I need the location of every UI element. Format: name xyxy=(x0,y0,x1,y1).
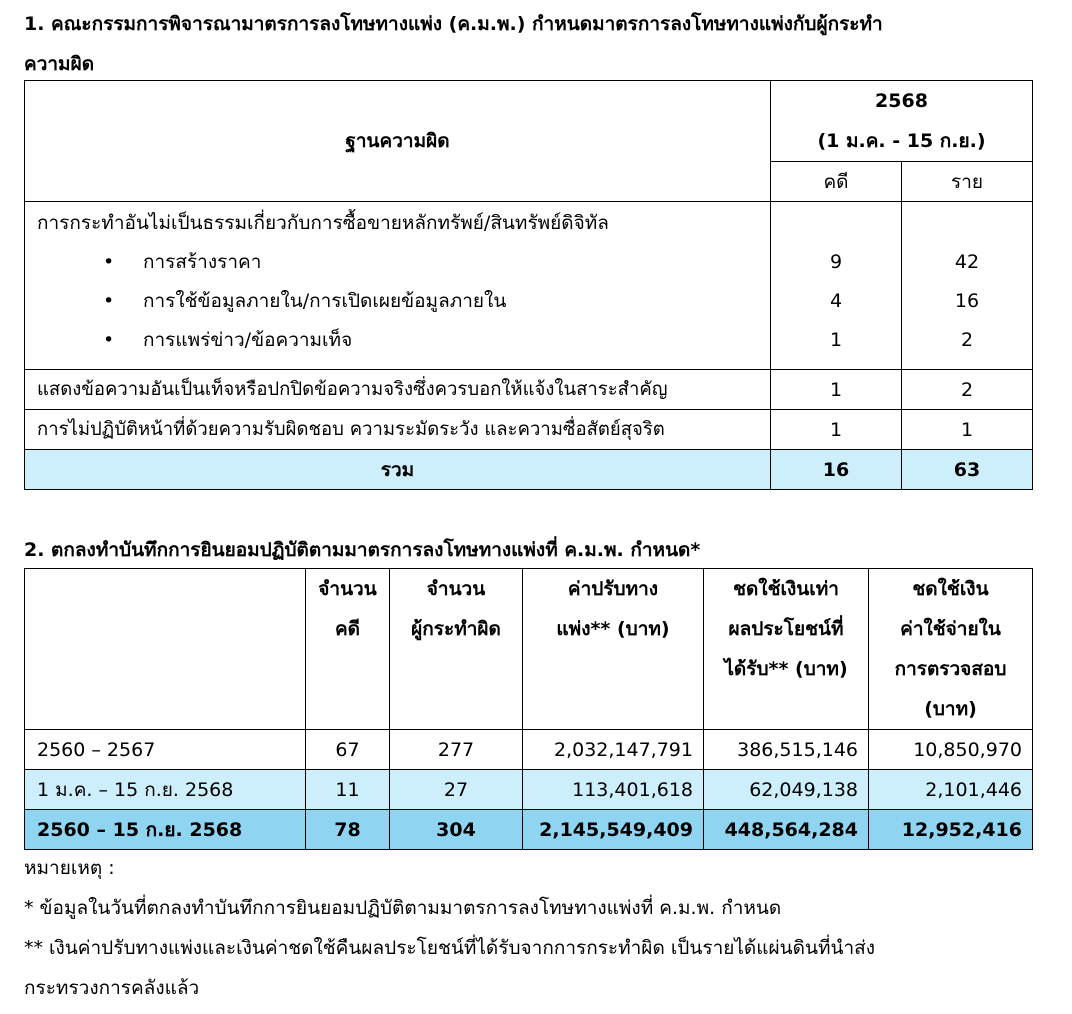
row-offenders: 277 xyxy=(390,730,523,770)
row-cases: 67 xyxy=(306,730,390,770)
item-label: การแพร่ข่าว/ข้อความเท็จ xyxy=(143,329,353,351)
bullet: • xyxy=(103,251,115,273)
row-period: 2560 – 15 ก.ย. 2568 xyxy=(25,810,306,850)
period-label: (1 ม.ค. - 15 ก.ย.) xyxy=(817,130,986,152)
row-benefit: 386,515,146 xyxy=(704,730,869,770)
section1-heading xyxy=(24,4,883,84)
row-period: 1 ม.ค. – 15 ก.ย. 2568 xyxy=(25,770,306,810)
total-cases: 16 xyxy=(771,450,902,490)
header-line: ชดใช้เงิน xyxy=(912,578,989,600)
total-persons: 63 xyxy=(902,450,1033,490)
row-label: การไม่ปฏิบัติหน้าที่ด้วยความรับผิดชอบ ความระมัดระวัง และความซื่อสัตย์สุจริต xyxy=(25,410,771,450)
cases-column-header: คดี xyxy=(771,162,902,202)
total-label: รวม xyxy=(25,450,771,490)
item-cases: 1 xyxy=(829,329,843,351)
settlement-table xyxy=(24,568,1033,850)
row-offenders: 304 xyxy=(390,810,523,850)
header-line: ค่าปรับทาง xyxy=(567,578,659,600)
header-line: แพ่ง** (บาท) xyxy=(556,618,670,640)
header-line: ชดใช้เงินเท่า xyxy=(733,578,839,600)
item-persons: 42 xyxy=(954,251,980,273)
list-item xyxy=(37,282,770,321)
item-persons: 16 xyxy=(954,290,980,312)
group-persons-cell xyxy=(902,202,1033,370)
period-column-header xyxy=(25,569,306,730)
section1-heading-line2: ความผิด xyxy=(24,53,95,75)
notes xyxy=(24,848,875,1008)
header-line: จำนวน xyxy=(426,578,486,600)
bullet: • xyxy=(103,329,115,351)
row-cases: 78 xyxy=(306,810,390,850)
group-cell xyxy=(25,202,771,370)
row-fine: 2,145,549,409 xyxy=(523,810,704,850)
total-row xyxy=(25,810,1033,850)
header-line: ค่าใช้จ่ายใน xyxy=(900,618,1001,640)
header-line: จำนวน xyxy=(318,578,377,600)
offense-column-header: ฐานความผิด xyxy=(25,81,771,202)
item-label: การใช้ข้อมูลภายใน/การเปิดเผยข้อมูลภายใน xyxy=(143,290,507,312)
section1-heading-line1: 1. คณะกรรมการพิจารณามาตรการลงโทษทางแพ่ง (ค.ม.พ.) กำหนดมาตรการลงโทษทางแพ่งกับผู้กระทำ xyxy=(24,13,883,35)
list-item xyxy=(37,243,770,282)
row-fine: 113,401,618 xyxy=(523,770,704,810)
table-row xyxy=(25,730,1033,770)
item-cases: 9 xyxy=(829,251,843,273)
cases-column-header xyxy=(306,569,390,730)
row-fine: 2,032,147,791 xyxy=(523,730,704,770)
row-cases: 1 xyxy=(771,410,902,450)
notes-title: หมายเหตุ : xyxy=(24,857,115,879)
table-row xyxy=(25,410,1033,450)
table-row xyxy=(25,370,1033,410)
item-cases: 4 xyxy=(829,290,843,312)
bullet: • xyxy=(103,290,115,312)
year-column-header xyxy=(771,81,1033,162)
row-benefit: 62,049,138 xyxy=(704,770,869,810)
header-row xyxy=(25,569,1033,730)
row-expense: 12,952,416 xyxy=(869,810,1033,850)
row-cases: 11 xyxy=(306,770,390,810)
row-benefit: 448,564,284 xyxy=(704,810,869,850)
list-item xyxy=(37,321,770,360)
group-title: การกระทำอันไม่เป็นธรรมเกี่ยวกับการซื้อขายหลักทรัพย์/สินทรัพย์ดิจิทัล xyxy=(37,212,609,234)
row-persons: 2 xyxy=(902,370,1033,410)
offenders-column-header xyxy=(390,569,523,730)
header-line: ผู้กระทำผิด xyxy=(411,618,501,640)
note-2-line1: ** เงินค่าปรับทางแพ่งและเงินค่าชดใช้คืนผลประโยชน์ที่ได้รับจากการกระทำผิด เป็นรายได้แผ่นดินที่นำส่ง xyxy=(24,937,876,959)
expense-column-header xyxy=(869,569,1033,730)
table-row xyxy=(25,770,1033,810)
group-cases-cell xyxy=(771,202,902,370)
header-line: การตรวจสอบ xyxy=(894,658,1007,680)
header-line: ผลประโยชน์ที่ xyxy=(728,618,844,640)
row-offenders: 27 xyxy=(390,770,523,810)
persons-column-header: ราย xyxy=(902,162,1033,202)
row-period: 2560 – 2567 xyxy=(25,730,306,770)
section2-heading: 2. ตกลงทำบันทึกการยินยอมปฏิบัติตามมาตรการลงโทษทางแพ่งที่ ค.ม.พ. กำหนด* xyxy=(24,539,701,561)
note-1: * ข้อมูลในวันที่ตกลงทำบันทึกการยินยอมปฏิบัติตามมาตรการลงโทษทางแพ่งที่ ค.ม.พ. กำหนด xyxy=(24,897,782,919)
item-label: การสร้างราคา xyxy=(143,251,262,273)
item-persons: 2 xyxy=(960,329,974,351)
note-2-line2: กระทรวงการคลังแล้ว xyxy=(24,977,200,999)
header-line: ได้รับ** (บาท) xyxy=(724,658,848,680)
benefit-column-header xyxy=(704,569,869,730)
header-line: (บาท) xyxy=(924,698,977,720)
row-persons: 1 xyxy=(902,410,1033,450)
row-cases: 1 xyxy=(771,370,902,410)
row-label: แสดงข้อความอันเป็นเท็จหรือปกปิดข้อความจริงซึ่งควรบอกให้แจ้งในสาระสำคัญ xyxy=(25,370,771,410)
fine-column-header xyxy=(523,569,704,730)
year-label: 2568 xyxy=(875,90,928,112)
header-line: คดี xyxy=(334,618,361,640)
row-expense: 10,850,970 xyxy=(869,730,1033,770)
row-expense: 2,101,446 xyxy=(869,770,1033,810)
total-row xyxy=(25,450,1033,490)
offense-table xyxy=(24,80,1033,490)
